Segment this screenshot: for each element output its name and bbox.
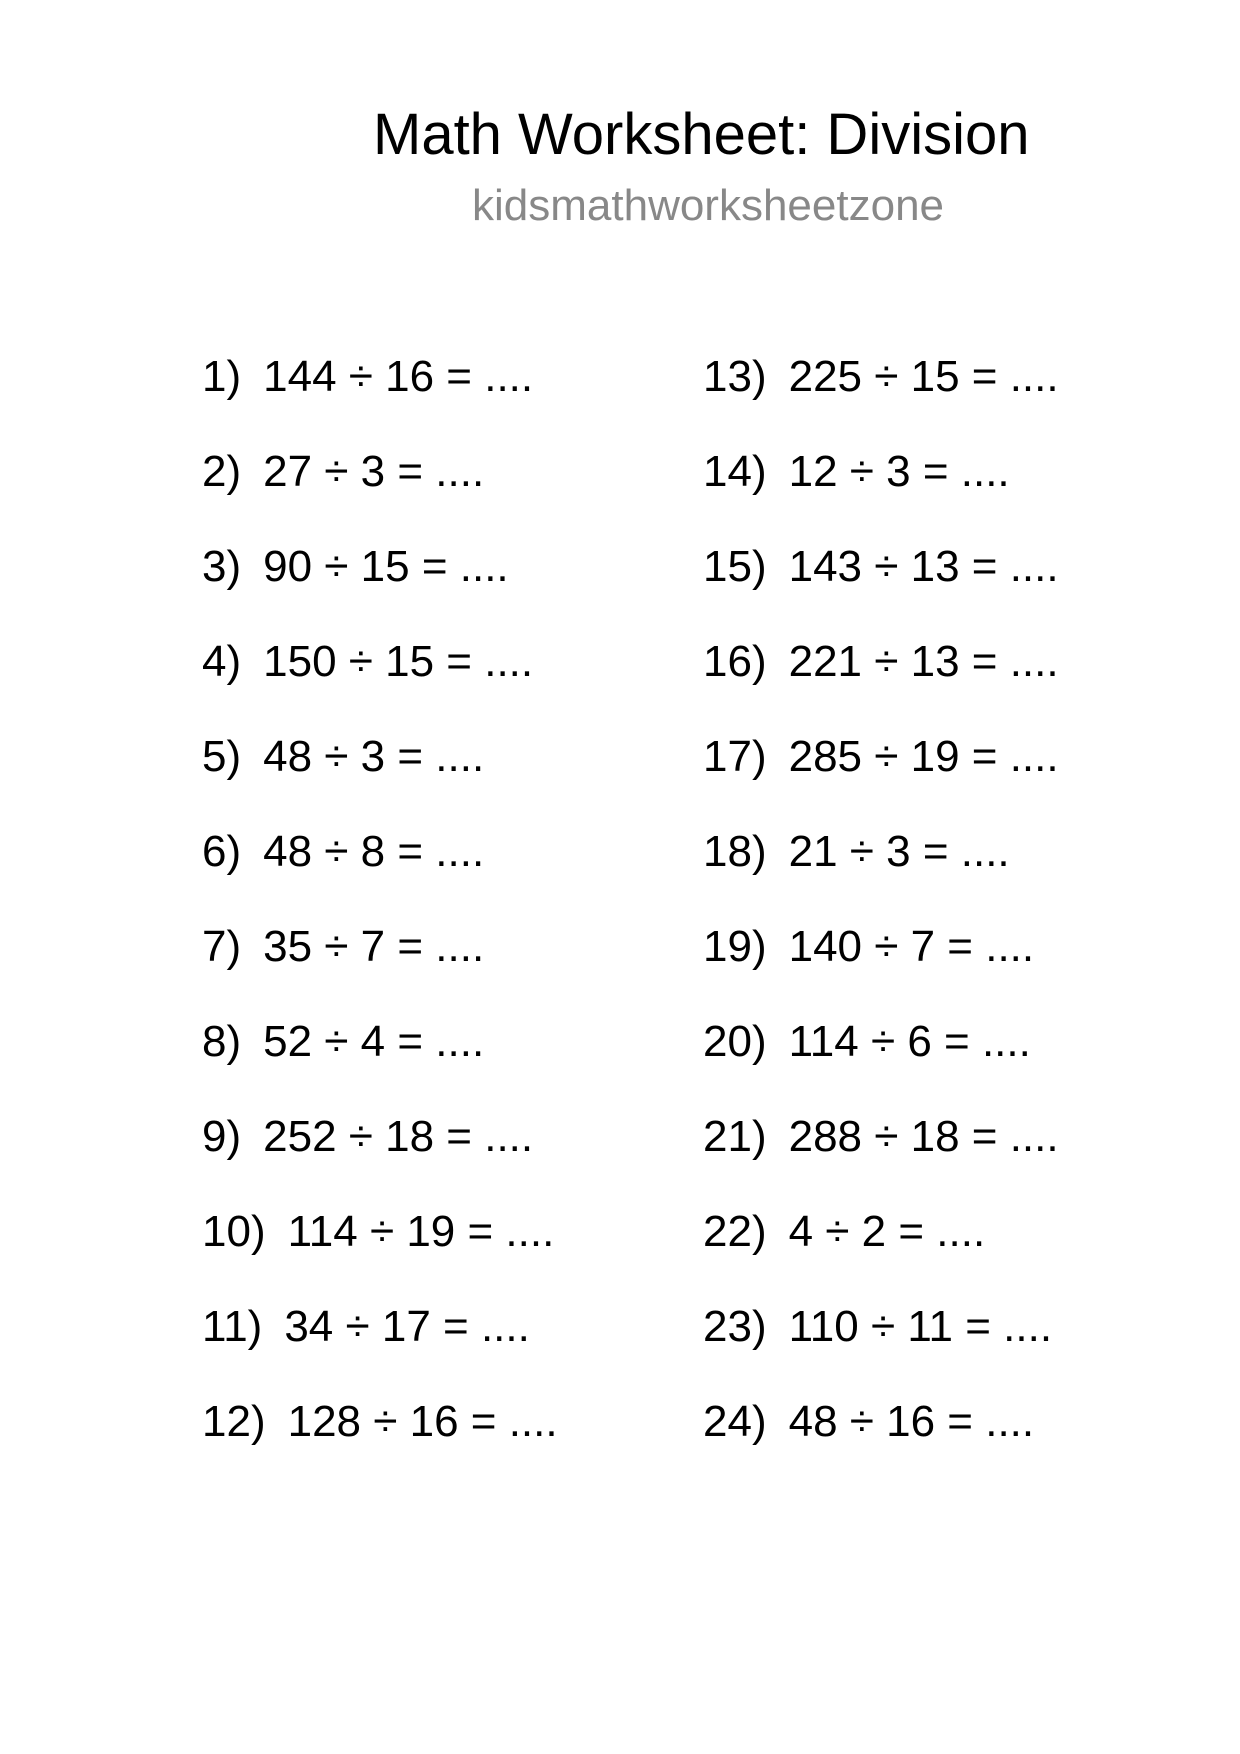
problem-number: 6) xyxy=(202,827,242,876)
problem-number: 15) xyxy=(703,542,767,591)
problem-item xyxy=(703,899,1059,994)
problem-number: 5) xyxy=(202,732,242,781)
problem-expression: 143 ÷ 13 = .... xyxy=(788,542,1059,591)
problem-expression: 52 ÷ 4 = .... xyxy=(263,1017,485,1066)
problem-item xyxy=(202,899,558,994)
problem-expression: 90 ÷ 15 = .... xyxy=(263,542,509,591)
problem-number: 9) xyxy=(202,1112,242,1161)
problem-expression: 114 ÷ 6 = .... xyxy=(788,1017,1031,1066)
worksheet-subtitle: kidsmathworksheetzone xyxy=(472,181,945,230)
problem-item xyxy=(202,1279,558,1374)
problem-number: 21) xyxy=(703,1112,767,1161)
problem-item xyxy=(703,709,1059,804)
problem-item xyxy=(703,994,1059,1089)
problem-item xyxy=(202,519,558,614)
problem-number: 8) xyxy=(202,1017,242,1066)
problem-expression: 114 ÷ 19 = .... xyxy=(287,1207,555,1256)
problem-expression: 288 ÷ 18 = .... xyxy=(788,1112,1059,1161)
problem-expression: 48 ÷ 3 = .... xyxy=(263,732,485,781)
problem-item xyxy=(703,614,1059,709)
problem-number: 20) xyxy=(703,1017,767,1066)
problem-column-right xyxy=(703,329,1059,1469)
problem-expression: 285 ÷ 19 = .... xyxy=(788,732,1059,781)
problem-expression: 128 ÷ 16 = .... xyxy=(287,1397,558,1446)
problem-column-left xyxy=(202,329,558,1469)
problem-item xyxy=(202,614,558,709)
problem-number: 19) xyxy=(703,922,767,971)
problem-number: 4) xyxy=(202,637,242,686)
problem-expression: 110 ÷ 11 = .... xyxy=(788,1302,1053,1351)
problem-expression: 144 ÷ 16 = .... xyxy=(263,352,534,401)
problem-item xyxy=(202,994,558,1089)
problem-item xyxy=(703,1089,1059,1184)
problem-expression: 12 ÷ 3 = .... xyxy=(788,447,1010,496)
problem-item xyxy=(703,519,1059,614)
problem-item xyxy=(703,1184,1059,1279)
problem-number: 13) xyxy=(703,352,767,401)
problem-expression: 221 ÷ 13 = .... xyxy=(788,637,1059,686)
problem-number: 14) xyxy=(703,447,767,496)
problem-number: 12) xyxy=(202,1397,266,1446)
problem-number: 22) xyxy=(703,1207,767,1256)
problem-expression: 21 ÷ 3 = .... xyxy=(788,827,1010,876)
problem-expression: 252 ÷ 18 = .... xyxy=(263,1112,534,1161)
problem-item xyxy=(202,424,558,519)
problem-expression: 150 ÷ 15 = .... xyxy=(263,637,534,686)
problem-item xyxy=(202,1374,558,1469)
problem-expression: 48 ÷ 8 = .... xyxy=(263,827,485,876)
problem-number: 18) xyxy=(703,827,767,876)
problem-number: 10) xyxy=(202,1207,266,1256)
problem-number: 23) xyxy=(703,1302,767,1351)
problem-expression: 140 ÷ 7 = .... xyxy=(788,922,1035,971)
problem-number: 2) xyxy=(202,447,242,496)
problem-number: 16) xyxy=(703,637,767,686)
problem-number: 17) xyxy=(703,732,767,781)
problem-expression: 4 ÷ 2 = .... xyxy=(788,1207,986,1256)
problem-item xyxy=(703,329,1059,424)
problem-expression: 35 ÷ 7 = .... xyxy=(263,922,485,971)
problem-expression: 34 ÷ 17 = .... xyxy=(284,1302,530,1351)
problem-item xyxy=(703,804,1059,899)
problem-number: 1) xyxy=(202,352,242,401)
worksheet-title: Math Worksheet: Division xyxy=(373,102,1030,167)
problem-number: 7) xyxy=(202,922,242,971)
problem-item xyxy=(202,709,558,804)
problem-expression: 48 ÷ 16 = .... xyxy=(788,1397,1035,1446)
problem-item xyxy=(703,1279,1059,1374)
problem-item xyxy=(202,1089,558,1184)
problem-expression: 225 ÷ 15 = .... xyxy=(788,352,1059,401)
problem-item xyxy=(202,804,558,899)
problem-number: 24) xyxy=(703,1397,767,1446)
problem-item xyxy=(202,1184,558,1279)
problem-item xyxy=(703,1374,1059,1469)
problem-number: 3) xyxy=(202,542,242,591)
problem-item xyxy=(703,424,1059,519)
problem-number: 11) xyxy=(202,1302,263,1351)
problem-item xyxy=(202,329,558,424)
problem-expression: 27 ÷ 3 = .... xyxy=(263,447,485,496)
